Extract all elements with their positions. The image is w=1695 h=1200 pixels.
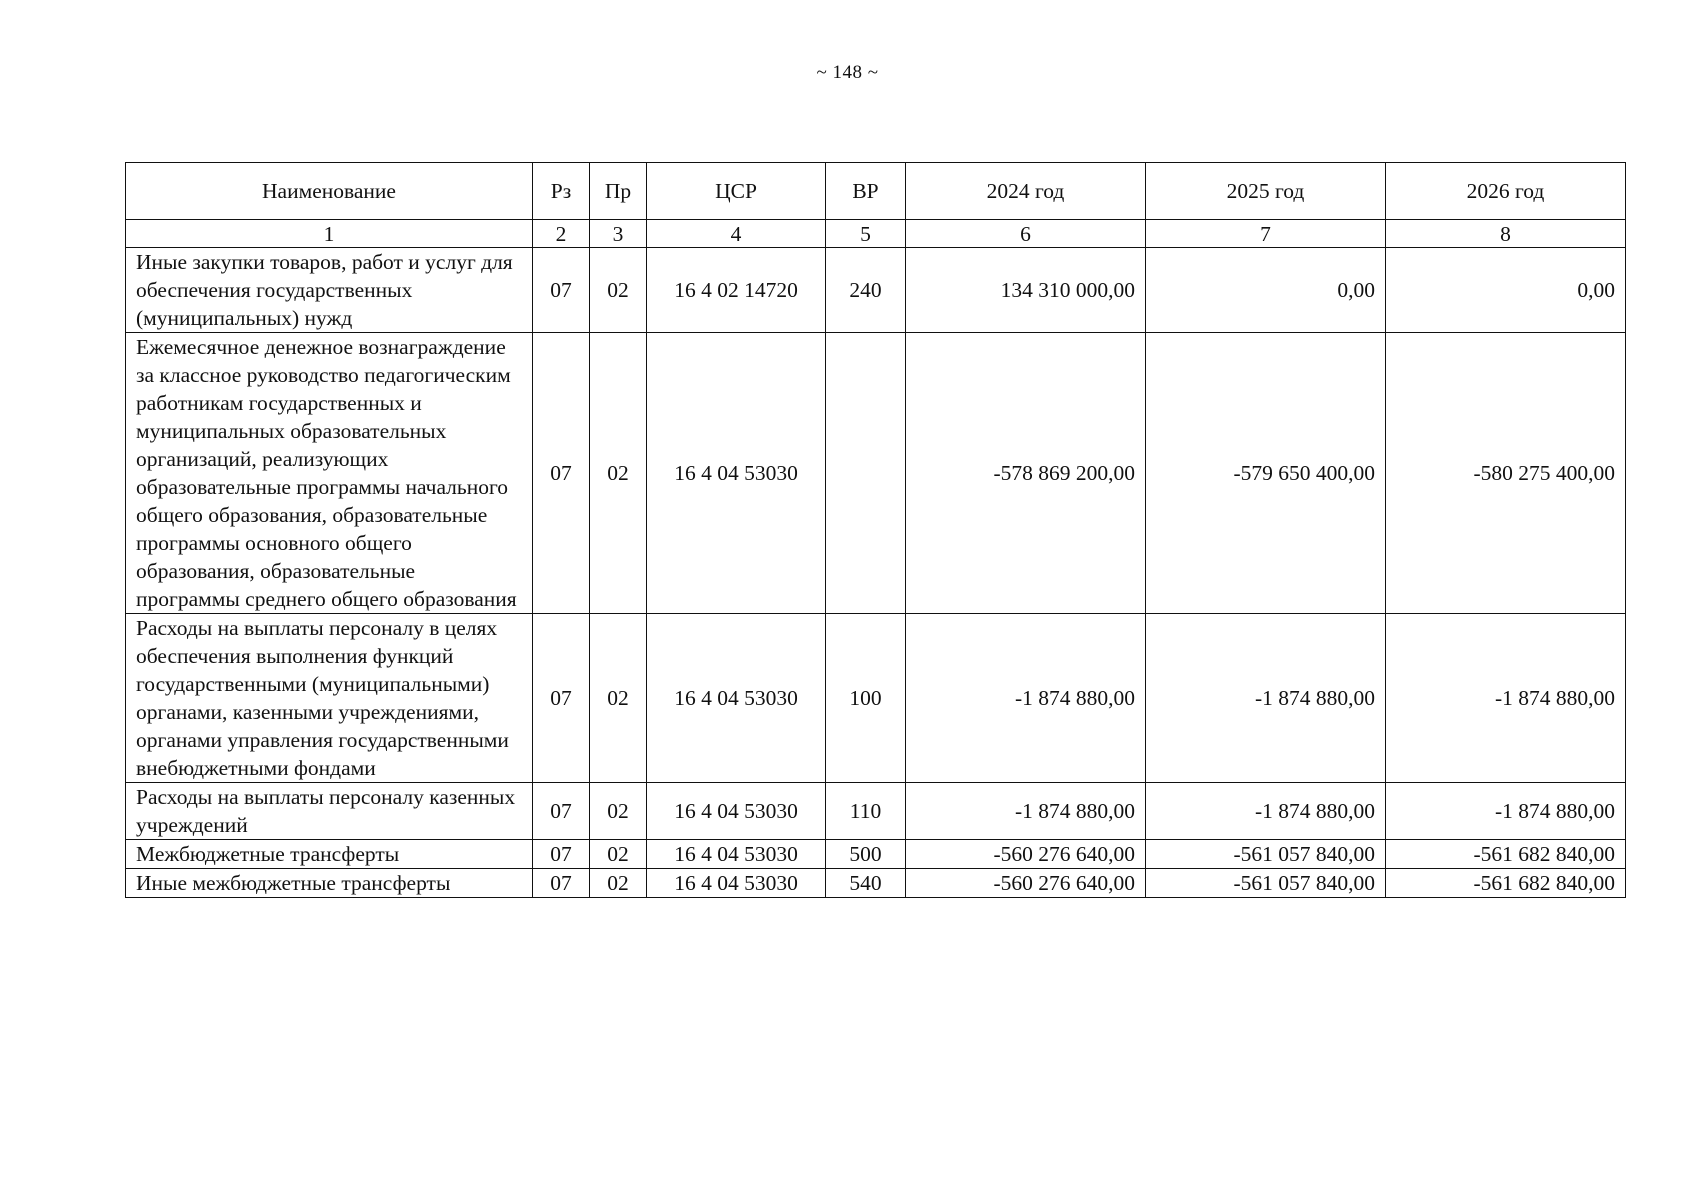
row-amount-2024: -560 276 640,00 <box>906 869 1146 898</box>
table-row <box>126 614 1626 783</box>
row-amount-2025: -1 874 880,00 <box>1146 614 1386 783</box>
row-vr: 110 <box>826 783 906 840</box>
row-csr: 16 4 04 53030 <box>647 783 826 840</box>
table-row <box>126 840 1626 869</box>
row-amount-2026: -1 874 880,00 <box>1386 614 1626 783</box>
row-amount-2025: -1 874 880,00 <box>1146 783 1386 840</box>
row-amount-2025: 0,00 <box>1146 248 1386 333</box>
row-amount-2026: -561 682 840,00 <box>1386 869 1626 898</box>
row-rz: 07 <box>533 840 590 869</box>
header-name: Наименование <box>126 163 533 220</box>
header-2025: 2025 год <box>1146 163 1386 220</box>
column-number: 5 <box>826 220 906 248</box>
column-number-row <box>126 220 1626 248</box>
row-amount-2024: -1 874 880,00 <box>906 614 1146 783</box>
row-pr: 02 <box>590 783 647 840</box>
column-number: 6 <box>906 220 1146 248</box>
row-amount-2026: -1 874 880,00 <box>1386 783 1626 840</box>
row-pr: 02 <box>590 614 647 783</box>
row-pr: 02 <box>590 248 647 333</box>
row-rz: 07 <box>533 614 590 783</box>
row-rz: 07 <box>533 333 590 614</box>
row-vr: 500 <box>826 840 906 869</box>
column-number: 4 <box>647 220 826 248</box>
header-csr: ЦСР <box>647 163 826 220</box>
row-vr: 240 <box>826 248 906 333</box>
row-amount-2024: 134 310 000,00 <box>906 248 1146 333</box>
row-name: Ежемесячное денежное вознаграждение за классное руководство педагогическим работникам государственных и муниципальных образовательных организаций, реализующих образовательные программы начального общего образования, образовательные программы основного общего образования, образовательные программы среднего общего образования <box>126 333 533 614</box>
row-csr: 16 4 04 53030 <box>647 333 826 614</box>
row-amount-2024: -578 869 200,00 <box>906 333 1146 614</box>
table-row <box>126 783 1626 840</box>
row-pr: 02 <box>590 840 647 869</box>
column-number: 1 <box>126 220 533 248</box>
row-amount-2024: -1 874 880,00 <box>906 783 1146 840</box>
header-pr: Пр <box>590 163 647 220</box>
row-csr: 16 4 02 14720 <box>647 248 826 333</box>
header-vr: ВР <box>826 163 906 220</box>
row-csr: 16 4 04 53030 <box>647 869 826 898</box>
header-rz: Рз <box>533 163 590 220</box>
row-csr: 16 4 04 53030 <box>647 614 826 783</box>
column-number: 3 <box>590 220 647 248</box>
row-amount-2026: -561 682 840,00 <box>1386 840 1626 869</box>
row-csr: 16 4 04 53030 <box>647 840 826 869</box>
row-name: Расходы на выплаты персоналу в целях обеспечения выполнения функций государственными (муниципальными) органами, казенными учреждениями, органами управления государственными внебюджетными фондами <box>126 614 533 783</box>
row-amount-2025: -561 057 840,00 <box>1146 869 1386 898</box>
table-row <box>126 869 1626 898</box>
table-row <box>126 248 1626 333</box>
row-name: Иные закупки товаров, работ и услуг для обеспечения государственных (муниципальных) нужд <box>126 248 533 333</box>
header-row <box>126 163 1626 220</box>
row-name: Межбюджетные трансферты <box>126 840 533 869</box>
row-vr <box>826 333 906 614</box>
budget-table <box>125 162 1626 898</box>
row-vr: 100 <box>826 614 906 783</box>
row-amount-2024: -560 276 640,00 <box>906 840 1146 869</box>
row-name: Иные межбюджетные трансферты <box>126 869 533 898</box>
row-name: Расходы на выплаты персоналу казенных учреждений <box>126 783 533 840</box>
header-2026: 2026 год <box>1386 163 1626 220</box>
page-number: ~ 148 ~ <box>816 62 879 83</box>
header-2024: 2024 год <box>906 163 1146 220</box>
row-amount-2025: -579 650 400,00 <box>1146 333 1386 614</box>
row-rz: 07 <box>533 248 590 333</box>
column-number: 8 <box>1386 220 1626 248</box>
column-number: 2 <box>533 220 590 248</box>
row-amount-2026: -580 275 400,00 <box>1386 333 1626 614</box>
row-rz: 07 <box>533 783 590 840</box>
row-pr: 02 <box>590 869 647 898</box>
column-number: 7 <box>1146 220 1386 248</box>
row-amount-2026: 0,00 <box>1386 248 1626 333</box>
row-rz: 07 <box>533 869 590 898</box>
row-vr: 540 <box>826 869 906 898</box>
row-amount-2025: -561 057 840,00 <box>1146 840 1386 869</box>
row-pr: 02 <box>590 333 647 614</box>
table-row <box>126 333 1626 614</box>
